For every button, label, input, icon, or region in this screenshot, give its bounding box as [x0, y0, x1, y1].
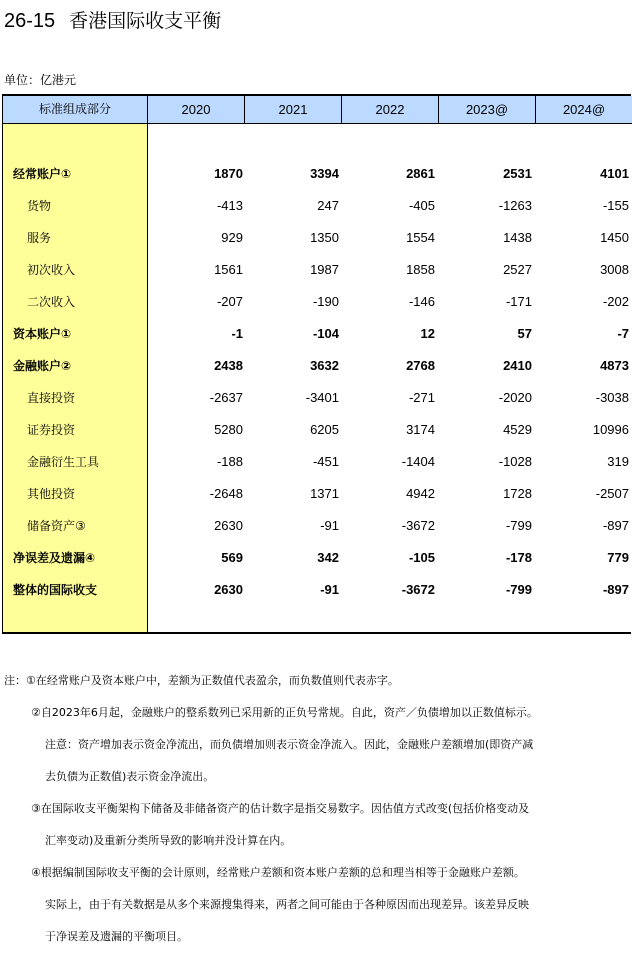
cell-value: -190: [312, 294, 339, 309]
cell-value: -155: [602, 198, 629, 213]
cell-value: -1263: [498, 198, 532, 213]
table-row: [3, 478, 632, 510]
table-row: [3, 382, 632, 414]
table-row: [3, 574, 632, 606]
header-year: 2021: [245, 96, 342, 123]
row-label: 直接投资: [27, 391, 76, 405]
cell-value: 4942: [406, 486, 435, 501]
cell-value: -897: [602, 582, 629, 597]
note-3-line-2: 汇率变动)及重新分类所导致的影响并没计算在内。: [45, 834, 292, 847]
row-label: 证券投资: [27, 423, 76, 437]
cell-value: 1350: [310, 230, 339, 245]
cell-value: 4529: [503, 422, 532, 437]
cell-value: -2507: [595, 486, 629, 501]
cell-value: 1728: [503, 486, 532, 501]
cell-value: -3038: [595, 390, 629, 405]
cell-value: 4873: [600, 358, 629, 373]
header-component: 标准组成部分: [3, 96, 148, 123]
cell-value: 342: [317, 550, 339, 565]
cell-value: -799: [505, 518, 532, 533]
cell-value: 1371: [310, 486, 339, 501]
cell-value: 1858: [406, 262, 435, 277]
cell-value: -799: [505, 582, 532, 597]
row-label: 整体的国际收支: [13, 583, 98, 597]
page-title: [4, 6, 221, 33]
cell-value: 12: [420, 326, 435, 341]
cell-value: 2531: [503, 166, 532, 181]
cell-value: -1404: [401, 454, 435, 469]
note-1: 注：①在经常账户及资本账户中，差额为正数值代表盈余，而负数值则代表赤字。: [4, 674, 399, 687]
table-row: [3, 286, 632, 318]
cell-value: 319: [607, 454, 629, 469]
cell-value: 4101: [600, 166, 629, 181]
row-label: 金融账户②: [13, 359, 72, 373]
row-label: 货物: [27, 199, 52, 213]
cell-value: -1028: [498, 454, 532, 469]
cell-value: 2861: [406, 166, 435, 181]
table-row: [3, 254, 632, 286]
row-label: 经常账户①: [13, 167, 72, 181]
row-label: 资本账户①: [13, 327, 72, 341]
header-year: 2024@: [562, 102, 606, 117]
table-row: [3, 222, 632, 254]
cell-value: -897: [602, 518, 629, 533]
cell-value: -451: [312, 454, 339, 469]
cell-value: -188: [216, 454, 243, 469]
cell-value: 3174: [406, 422, 435, 437]
cell-value: 1438: [503, 230, 532, 245]
table-number: 26-15: [4, 10, 56, 32]
unit-label: 单位：亿港元: [4, 73, 77, 87]
cell-value: -2020: [498, 390, 532, 405]
row-label: 净误差及遗漏④: [13, 551, 96, 565]
cell-value: -2637: [209, 390, 243, 405]
cell-value: 929: [221, 230, 243, 245]
cell-value: 57: [517, 326, 532, 341]
note-4-line-3: 于净误差及遗漏的平衡项目。: [45, 930, 188, 943]
header-year: 2022: [342, 96, 439, 123]
header-year: 2020: [148, 96, 245, 123]
cell-value: -178: [505, 550, 532, 565]
table-row: [3, 510, 632, 542]
table-row: [3, 350, 632, 382]
table-header: [3, 96, 632, 124]
row-label: 初次收入: [27, 263, 76, 277]
cell-value: -1: [231, 326, 243, 341]
cell-value: 10996: [592, 422, 629, 437]
row-label: 金融衍生工具: [27, 455, 100, 469]
cell-value: -405: [408, 198, 435, 213]
note-4-line-2: 实际上，由于有关数据是从多个来源搜集得来，两者之间可能由于各种原因而出现差异。该差异反映: [45, 898, 529, 911]
note-2-line-2: 注意：资产增加表示资金净流出，而负债增加则表示资金净流入。因此，金融账户差额增加(即资产减: [45, 738, 534, 751]
cell-value: -207: [216, 294, 243, 309]
cell-value: 247: [317, 198, 339, 213]
cell-value: 1870: [214, 166, 243, 181]
row-label: 二次收入: [27, 295, 76, 309]
cell-value: 2410: [503, 358, 532, 373]
cell-value: -413: [216, 198, 243, 213]
table-row: [3, 446, 632, 478]
cell-value: -3401: [305, 390, 339, 405]
note-2-line-3: 去负债为正数值)表示资金净流出。: [45, 770, 215, 783]
note-2: ②自2023年6月起，金融账户的整系数列已采用新的正负号常规。自此，资产／负债增加以正数值标示。: [31, 706, 538, 719]
table-title: 香港国际收支平衡: [69, 10, 222, 32]
cell-value: -202: [602, 294, 629, 309]
table-row: [3, 158, 632, 190]
cell-value: 2630: [214, 582, 243, 597]
cell-value: -271: [408, 390, 435, 405]
table-row: [3, 318, 632, 350]
cell-value: 1987: [310, 262, 339, 277]
cell-value: 3394: [310, 166, 339, 181]
table-row: [3, 542, 632, 574]
cell-value: -91: [320, 518, 339, 533]
cell-value: 3008: [600, 262, 629, 277]
cell-value: 2630: [214, 518, 243, 533]
row-label: 服务: [27, 231, 52, 245]
cell-value: -91: [320, 582, 339, 597]
note-4: ④根据编制国际收支平衡的会计原则，经常账户差额和资本账户差额的总和理当相等于金融账户差额。: [31, 866, 525, 879]
balance-of-payments-table: [2, 94, 631, 634]
note-3: ③在国际收支平衡架构下储备及非储备资产的估计数字是指交易数字。因估值方式改变(包括价格变动及: [31, 802, 530, 815]
header-year: 2023@: [439, 96, 536, 123]
cell-value: 3632: [310, 358, 339, 373]
cell-value: -104: [312, 326, 339, 341]
row-label: 其他投资: [27, 487, 76, 501]
cell-value: 1561: [214, 262, 243, 277]
cell-value: -146: [408, 294, 435, 309]
cell-value: -3672: [401, 582, 435, 597]
cell-value: -105: [408, 550, 435, 565]
cell-value: 5280: [214, 422, 243, 437]
cell-value: 6205: [310, 422, 339, 437]
cell-value: 1450: [600, 230, 629, 245]
table-row: [3, 414, 632, 446]
cell-value: -3672: [401, 518, 435, 533]
cell-value: 779: [607, 550, 629, 565]
cell-value: -171: [505, 294, 532, 309]
table-row: [3, 190, 632, 222]
cell-value: -2648: [209, 486, 243, 501]
cell-value: 2438: [214, 358, 243, 373]
cell-value: 2527: [503, 262, 532, 277]
cell-value: 569: [221, 550, 243, 565]
cell-value: 1554: [406, 230, 435, 245]
cell-value: 2768: [406, 358, 435, 373]
cell-value: -7: [617, 326, 629, 341]
row-label: 储备资产③: [27, 519, 86, 533]
